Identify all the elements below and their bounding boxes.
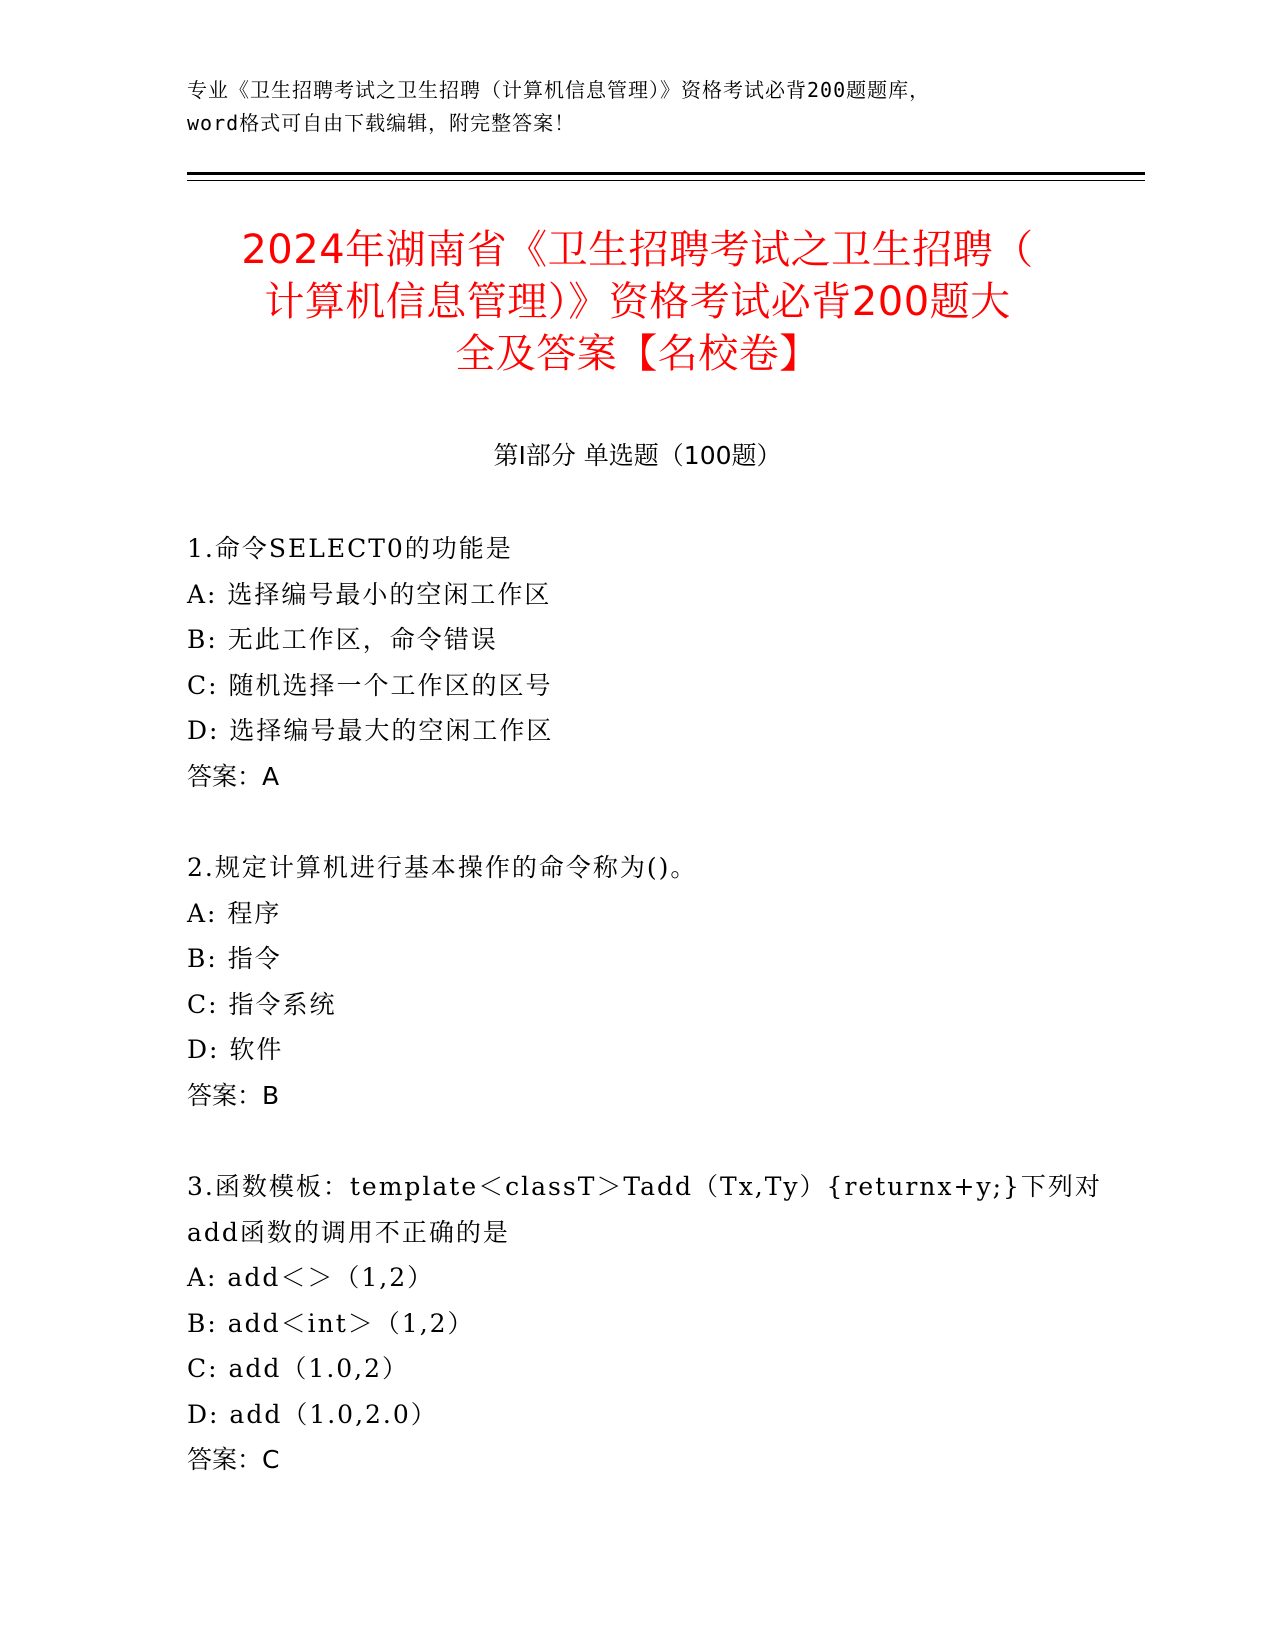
option-a: A: add＜＞（1,2） <box>187 1263 435 1292</box>
option-d: D: 软件 <box>187 1035 284 1064</box>
option-b: B: 指令 <box>187 944 282 973</box>
page-title-line-1: 2024年湖南省《卫生招聘考试之卫生招聘（ <box>241 227 1034 273</box>
option-a: A: 程序 <box>187 898 282 928</box>
divider-thin <box>187 180 1145 181</box>
page-title-line-2: 计算机信息管理）》资格考试必背200题大 <box>264 279 1011 325</box>
question-stem-line-2: add函数的调用不正确的是 <box>187 1217 510 1247</box>
option-a: A: 选择编号最小的空闲工作区 <box>187 579 552 609</box>
question-1 <box>187 526 1087 799</box>
page-title <box>160 224 1115 380</box>
option-b: B: add＜int＞（1,2） <box>187 1308 475 1338</box>
answer: 答案：C <box>187 1445 280 1474</box>
option-c: C: 随机选择一个工作区的区号 <box>187 670 553 700</box>
header-note-line-1: 专业《卫生招聘考试之卫生招聘（计算机信息管理）》资格考试必背200题题库， <box>187 78 931 102</box>
page-title-line-3: 全及答案【名校卷】 <box>455 331 820 377</box>
option-d: D: add（1.0,2.0） <box>187 1399 438 1429</box>
question-2 <box>187 845 1087 1118</box>
option-b: B: 无此工作区，命令错误 <box>187 625 498 654</box>
answer: 答案：B <box>187 1080 280 1110</box>
question-stem: 2.规定计算机进行基本操作的命令称为()。 <box>187 853 698 882</box>
option-c: C: 指令系统 <box>187 989 337 1019</box>
option-c: C: add（1.0,2） <box>187 1354 410 1383</box>
question-3 <box>187 1164 1102 1483</box>
option-d: D: 选择编号最大的空闲工作区 <box>187 716 554 745</box>
question-stem-line-1: 3.函数模板：template＜classT＞Tadd（Tx,Ty）{returnx+y;}下列对 <box>187 1172 1102 1201</box>
divider-thick <box>187 172 1145 175</box>
section-title: 第Ⅰ部分 单选题（100题） <box>493 441 782 470</box>
question-stem: 1.命令SELECT0的功能是 <box>187 534 513 563</box>
header-note <box>187 74 1087 140</box>
question-list <box>187 526 1102 1529</box>
header-note-line-2: word格式可自由下载编辑，附完整答案！ <box>187 111 576 135</box>
answer: 答案：A <box>187 761 280 791</box>
